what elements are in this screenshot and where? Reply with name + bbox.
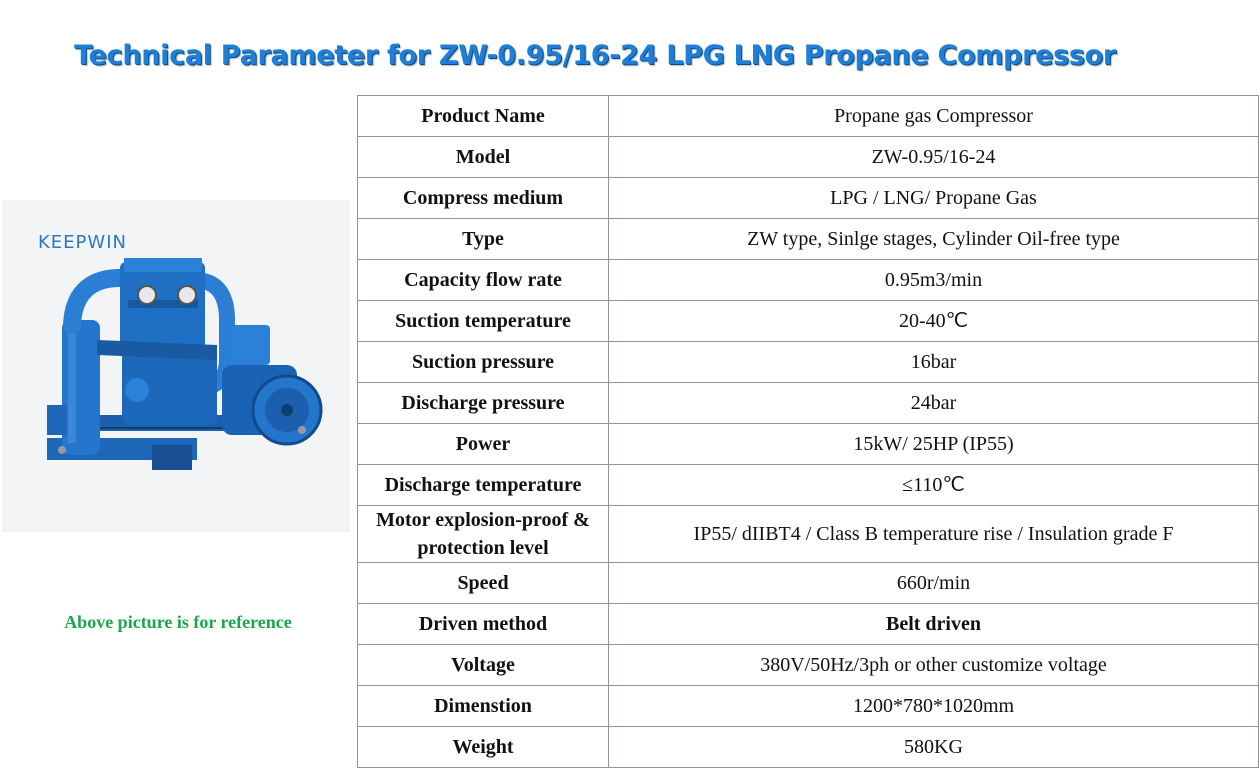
spec-label: Driven method <box>358 604 609 645</box>
spec-value: Belt driven <box>609 604 1259 645</box>
table-row <box>358 301 1259 342</box>
spec-value: 15kW/ 25HP (IP55) <box>609 424 1259 465</box>
spec-label: Weight <box>358 727 609 768</box>
spec-label: Motor explosion-proof & protection level <box>358 506 609 563</box>
spec-label: Speed <box>358 563 609 604</box>
table-row <box>358 137 1259 178</box>
table-row <box>358 727 1259 768</box>
table-row <box>358 96 1259 137</box>
table-row <box>358 383 1259 424</box>
table-row <box>358 686 1259 727</box>
compressor-photo <box>2 200 350 532</box>
table-row <box>358 645 1259 686</box>
spec-value: 16bar <box>609 342 1259 383</box>
spec-value: 580KG <box>609 727 1259 768</box>
table-row <box>358 465 1259 506</box>
spec-label: Capacity flow rate <box>358 260 609 301</box>
spec-label: Compress medium <box>358 178 609 219</box>
spec-label: Type <box>358 219 609 260</box>
table-row <box>358 260 1259 301</box>
spec-label: Product Name <box>358 96 609 137</box>
spec-value: 0.95m3/min <box>609 260 1259 301</box>
spec-value: 1200*780*1020mm <box>609 686 1259 727</box>
spec-value: 660r/min <box>609 563 1259 604</box>
spec-value: ≤110℃ <box>609 465 1259 506</box>
spec-value: ZW type, Sinlge stages, Cylinder Oil-free type <box>609 219 1259 260</box>
spec-label: Discharge temperature <box>358 465 609 506</box>
photo-caption: Above picture is for reference <box>64 612 292 632</box>
brand-logo: KEEPWIN <box>38 232 127 253</box>
spec-value: IP55/ dIIBT4 / Class B temperature rise / Insulation grade F <box>609 506 1259 563</box>
table-row <box>358 604 1259 645</box>
table-row <box>358 563 1259 604</box>
table-row <box>358 342 1259 383</box>
spec-value: Propane gas Compressor <box>609 96 1259 137</box>
spec-label: Suction pressure <box>358 342 609 383</box>
spec-label: Dimenstion <box>358 686 609 727</box>
spec-label: Suction temperature <box>358 301 609 342</box>
spec-label: Discharge pressure <box>358 383 609 424</box>
spec-value: 20-40℃ <box>609 301 1259 342</box>
spec-value: LPG / LNG/ Propane Gas <box>609 178 1259 219</box>
spec-value: 380V/50Hz/3ph or other customize voltage <box>609 645 1259 686</box>
page-title: Technical Parameter for ZW-0.95/16-24 LPG LNG Propane Compressor <box>74 40 1116 71</box>
table-row <box>358 219 1259 260</box>
spec-label: Power <box>358 424 609 465</box>
table-row <box>358 506 1259 563</box>
spec-label: Model <box>358 137 609 178</box>
table-row <box>358 424 1259 465</box>
spec-value: 24bar <box>609 383 1259 424</box>
spec-value: ZW-0.95/16-24 <box>609 137 1259 178</box>
table-row <box>358 178 1259 219</box>
spec-label: Voltage <box>358 645 609 686</box>
spec-table <box>357 95 1259 768</box>
